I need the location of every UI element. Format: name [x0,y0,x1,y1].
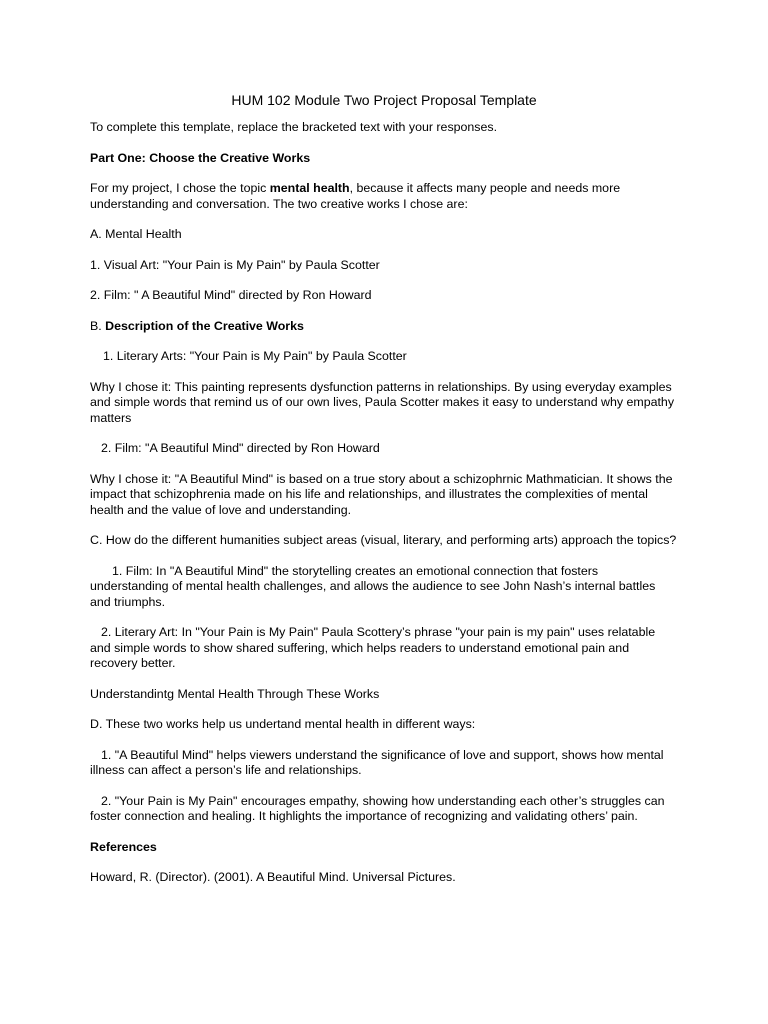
section-c-question: C. How do the different humanities subject areas (visual, literary, and performing arts) approach the topics? [90,533,677,547]
work-2: 2. Film: " A Beautiful Mind" directed by Ron Howard [90,288,372,302]
description-1-title: 1. Literary Arts: "Your Pain is My Pain" by Paula Scotter [103,349,407,363]
intro-before: For my project, I chose the topic [90,181,270,195]
section-b-title: Description of the Creative Works [105,318,304,333]
section-b-heading [90,319,678,335]
approach-1 [90,564,678,611]
description-2-body: Why I chose it: "A Beautiful Mind" is based on a true story about a schizophrnic Mathmatician. It shows the impact that schizophrenia made on his life and relationships, and illustrates the complexities of mental health and the value of love and understanding. [90,471,673,517]
help-1: 1. "A Beautiful Mind" helps viewers understand the significance of love and support, shows how mental illness can affect a person’s life and relationships. [90,747,664,777]
section-b-prefix: B. [90,318,106,333]
document-title: HUM 102 Module Two Project Proposal Template [231,92,537,108]
approach-2: 2. Literary Art: In "Your Pain is My Pain" Paula Scottery’s phrase "your pain is my pain" uses relatable and simple words to show shared suffering, which helps readers to understand emotional pain and recovery better. [90,625,656,670]
description-2-title: 2. Film: "A Beautiful Mind" directed by Ron Howard [101,441,380,455]
description-1-body: Why I chose it: This painting represents dysfunction patterns in relationships. By using everyday examples and simple words that remind us of our own lives, Paula Scotter makes it easy to understand why empathy matters [90,379,675,425]
instructions-text: To complete this template, replace the bracketed text with your responses. [90,120,498,134]
work-1: 1. Visual Art: "Your Pain is My Pain" by Paula Scotter [90,257,380,272]
intro-topic: mental health [269,181,350,195]
section-a-label: A. Mental Health [90,227,182,241]
approach-1-text: 1. Film: In "A Beautiful Mind" the storytelling creates an emotional connection that fosters understanding of mental health challenges, and allows the audience to see John Nash’s internal battles and triumphs. [90,563,656,609]
references-heading-text: References [90,839,157,854]
help-2: 2. "Your Pain is My Pain" encourages empathy, showing how understanding each other’s struggles can foster connection and healing. It highlights the importance of recognizing and validating others’ pain. [90,793,665,823]
section-d-text: D. These two works help us undertand mental health in different ways: [90,717,476,731]
part-one-heading-text: Part One: Choose the Creative Works [90,150,311,165]
references-heading [90,840,678,856]
intro-after: , because it affects many people and needs more understanding and conversation. The two creative works I chose are: [90,181,621,211]
intro-paragraph [90,181,678,212]
reference-item: Howard, R. (Director). (2001). A Beautiful Mind. Universal Pictures. [90,870,456,884]
part-one-heading [90,151,678,167]
understanding-heading: Understandintg Mental Health Through These Works [90,686,380,701]
